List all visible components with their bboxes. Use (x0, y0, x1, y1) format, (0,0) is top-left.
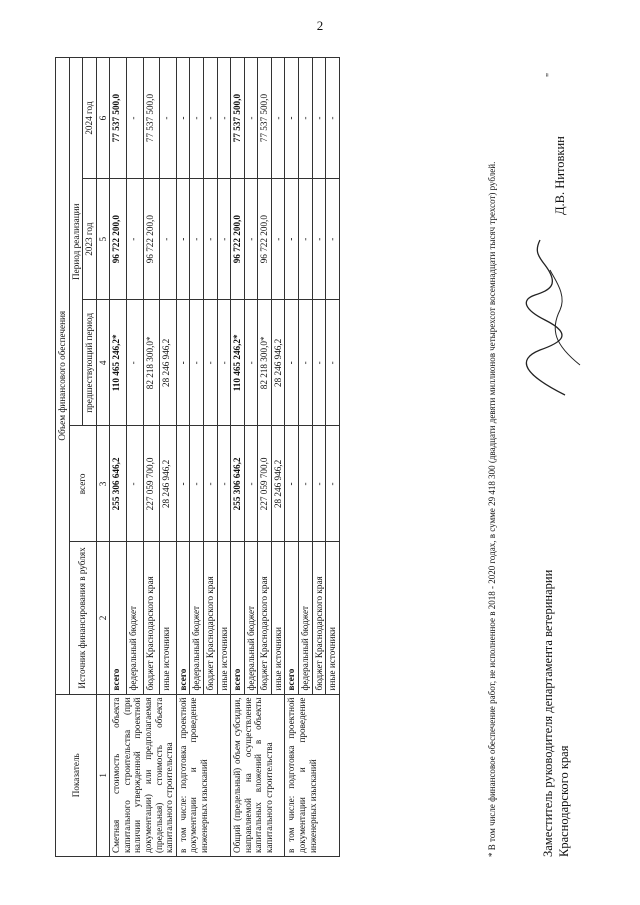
prev-period-cell: 28 246 946,2 (271, 300, 285, 426)
col-2023-header: 2023 год (83, 179, 97, 300)
prev-period-cell: 82 218 300,0* (258, 300, 272, 426)
col-total-header: всего (69, 426, 96, 542)
year-2023-cell: - (312, 179, 326, 300)
year-2024-cell: - (203, 58, 217, 179)
total-cell: - (285, 426, 299, 542)
year-2024-cell: - (244, 58, 258, 179)
indicator-cell: в том числе: подготовка проектной документации и проведение инженерных изысканий (285, 694, 339, 856)
year-2024-cell: 77 537 500,0 (258, 58, 272, 179)
source-cell: федеральный бюджет (126, 542, 143, 694)
prev-period-cell: 110 465 246,2* (110, 300, 127, 426)
col-number: 1 (96, 694, 110, 856)
col-indicator-header: Показатель (56, 694, 97, 856)
year-2023-cell: - (176, 179, 190, 300)
prev-period-cell: - (298, 300, 312, 426)
year-2024-cell: 77 537 500,0 (143, 58, 160, 179)
prev-period-cell: - (190, 300, 204, 426)
footnote: * В том числе финансовое обеспечение работ, не исполненное в 2018 - 2020 годах, в сумме 29 418 300 (двадцати девяти миллионов четырехсот восемнадцати тысяч трехсот) рублей. (487, 161, 497, 857)
year-2023-cell: - (298, 179, 312, 300)
prev-period-cell: - (285, 300, 299, 426)
prev-period-cell: - (176, 300, 190, 426)
year-2023-cell: - (326, 179, 340, 300)
year-2023-cell: - (285, 179, 299, 300)
year-2023-cell: - (271, 179, 285, 300)
col-number: 5 (96, 179, 110, 300)
year-2024-cell: - (217, 58, 231, 179)
period-group-header: Период реализации (69, 58, 83, 426)
year-2023-cell: 96 722 200,0 (231, 179, 245, 300)
indicator-cell: Общий (предельный) объем субсидии, направляемой на осуществление капитальных вложений в объекты капитального строительства (231, 694, 285, 856)
year-2023-cell: - (160, 179, 177, 300)
prev-period-cell: - (217, 300, 231, 426)
total-cell: 28 246 946,2 (271, 426, 285, 542)
total-cell: - (190, 426, 204, 542)
source-cell: бюджет Краснодарского края (143, 542, 160, 694)
indicator-cell: в том числе: подготовка проектной документации и проведение инженерных изысканий (176, 694, 230, 856)
year-2023-cell: 96 722 200,0 (258, 179, 272, 300)
year-2024-cell: 77 537 500,0 (110, 58, 127, 179)
source-cell: всего (176, 542, 190, 694)
margin-mark: " (545, 72, 556, 77)
total-cell: - (217, 426, 231, 542)
col-prev-header: предшествующий период (83, 300, 97, 426)
year-2024-cell: - (190, 58, 204, 179)
total-cell: 28 246 946,2 (160, 426, 177, 542)
column-numbers-row (96, 58, 110, 857)
col-number: 6 (96, 58, 110, 179)
year-2024-cell: - (126, 58, 143, 179)
year-2023-cell: - (203, 179, 217, 300)
year-2024-cell: 77 537 500,0 (231, 58, 245, 179)
rotated-page-content (35, 45, 615, 865)
source-cell: бюджет Краснодарского края (203, 542, 217, 694)
total-cell: - (298, 426, 312, 542)
source-cell: бюджет Краснодарского края (258, 542, 272, 694)
total-cell: - (176, 426, 190, 542)
prev-period-cell: 110 465 246,2* (231, 300, 245, 426)
source-cell: федеральный бюджет (298, 542, 312, 694)
source-cell: иные источники (271, 542, 285, 694)
total-cell: 255 306 646,2 (231, 426, 245, 542)
prev-period-cell: 82 218 300,0* (143, 300, 160, 426)
source-cell: иные источники (326, 542, 340, 694)
total-cell: 255 306 646,2 (110, 426, 127, 542)
prev-period-cell: - (312, 300, 326, 426)
signatory-role (540, 570, 573, 857)
prev-period-cell: - (203, 300, 217, 426)
source-cell: всего (110, 542, 127, 694)
source-cell: бюджет Краснодарского края (312, 542, 326, 694)
prev-period-cell: - (244, 300, 258, 426)
total-cell: - (203, 426, 217, 542)
total-cell: 227 059 700,0 (143, 426, 160, 542)
table-row (110, 58, 127, 857)
prev-period-cell: 28 246 946,2 (160, 300, 177, 426)
col-number: 2 (96, 542, 110, 694)
financing-table (55, 57, 340, 857)
year-2023-cell: - (190, 179, 204, 300)
prev-period-cell: - (126, 300, 143, 426)
year-2024-cell: - (160, 58, 177, 179)
year-2023-cell: - (217, 179, 231, 300)
source-cell: федеральный бюджет (190, 542, 204, 694)
col-number: 3 (96, 426, 110, 542)
table-row (285, 58, 299, 857)
indicator-cell: Сметная стоимость объекта капитального строительства (при наличии утвержденной проектной документации) или предполагаемая (предельная) стоимость объекта капитального строительства (110, 694, 176, 856)
source-cell: иные источники (160, 542, 177, 694)
year-2024-cell: - (312, 58, 326, 179)
header-group: Объем финансового обеспечения (56, 58, 70, 695)
source-cell: федеральный бюджет (244, 542, 258, 694)
year-2024-cell: - (326, 58, 340, 179)
year-2023-cell: 96 722 200,0 (110, 179, 127, 300)
year-2023-cell: - (244, 179, 258, 300)
year-2024-cell: - (271, 58, 285, 179)
col-source-header: Источник финансирования в рублях (69, 542, 96, 694)
source-cell: всего (231, 542, 245, 694)
col-2024-header: 2024 год (83, 58, 97, 179)
year-2024-cell: - (285, 58, 299, 179)
signatory-name: Д.В. Нитовкин (553, 136, 567, 215)
source-cell: иные источники (217, 542, 231, 694)
signatory-role-line: Заместитель руководителя департамента ветеринарии (541, 569, 555, 857)
year-2024-cell: - (298, 58, 312, 179)
total-cell: - (326, 426, 340, 542)
total-cell: 227 059 700,0 (258, 426, 272, 542)
total-cell: - (244, 426, 258, 542)
year-2023-cell: 96 722 200,0 (143, 179, 160, 300)
handwritten-signature (505, 235, 595, 405)
source-cell: всего (285, 542, 299, 694)
table-row (231, 58, 245, 857)
prev-period-cell: - (326, 300, 340, 426)
page-number: 2 (316, 18, 324, 33)
total-cell: - (126, 426, 143, 542)
table-body (110, 58, 339, 857)
year-2023-cell: - (126, 179, 143, 300)
signatory-role-line: Краснодарского края (557, 745, 572, 857)
table-row (176, 58, 190, 857)
year-2024-cell: - (176, 58, 190, 179)
total-cell: - (312, 426, 326, 542)
col-number: 4 (96, 300, 110, 426)
